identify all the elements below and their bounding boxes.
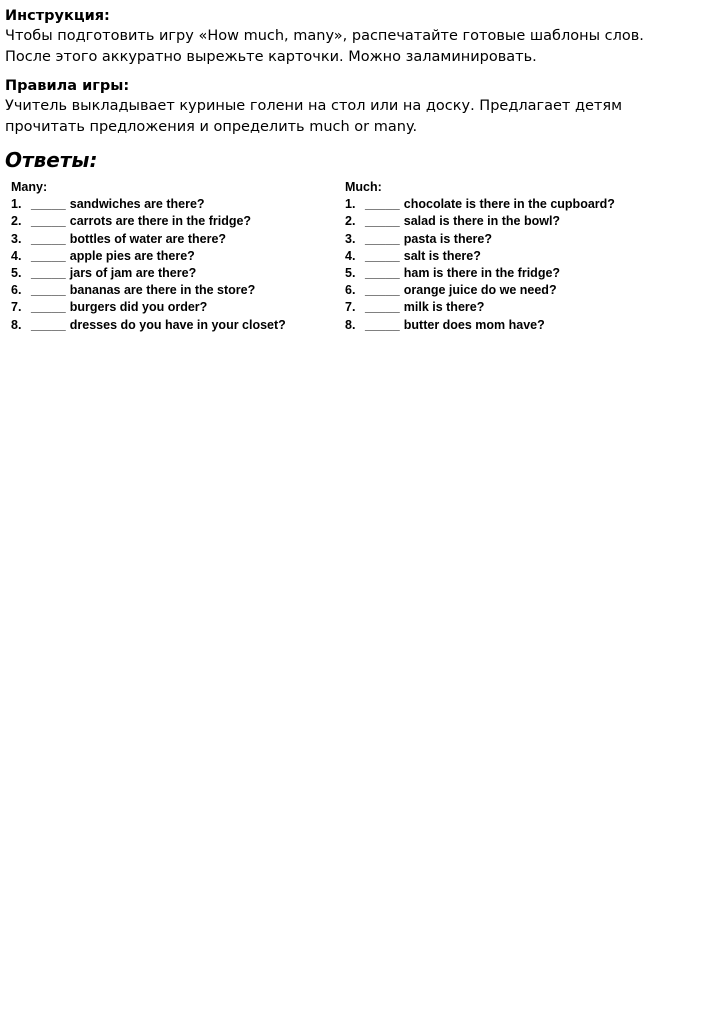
question-item bbox=[345, 213, 615, 230]
question-text: bottles of water are there? bbox=[69, 231, 227, 246]
many-heading: Many: bbox=[11, 180, 48, 194]
rules-title: Правила игры: bbox=[5, 78, 130, 94]
question-text: sandwiches are there? bbox=[69, 197, 205, 212]
rules-section bbox=[5, 77, 717, 138]
instructions-section bbox=[5, 7, 717, 68]
answer-blank: _____ bbox=[365, 248, 400, 263]
many-list bbox=[11, 196, 286, 334]
question-number: 5. bbox=[345, 266, 356, 281]
answer-blank: _____ bbox=[365, 266, 400, 281]
question-item bbox=[11, 299, 286, 316]
question-text: jars of jam are there? bbox=[69, 266, 197, 281]
answer-blank: _____ bbox=[365, 197, 400, 212]
question-number: 2. bbox=[345, 214, 356, 229]
much-list bbox=[345, 196, 615, 334]
instructions-title: Инструкция: bbox=[5, 8, 110, 24]
question-text: apple pies are there? bbox=[69, 248, 195, 263]
question-item bbox=[11, 231, 286, 248]
answer-blank: _____ bbox=[31, 317, 66, 332]
answer-blank: _____ bbox=[365, 283, 400, 298]
question-item bbox=[345, 196, 615, 213]
question-text: milk is there? bbox=[403, 300, 485, 315]
question-number: 3. bbox=[345, 231, 356, 246]
question-text: chocolate is there in the cupboard? bbox=[403, 197, 615, 212]
answers-columns bbox=[5, 179, 717, 339]
question-number: 7. bbox=[11, 300, 22, 315]
question-number: 4. bbox=[11, 248, 22, 263]
question-text: burgers did you order? bbox=[69, 300, 208, 315]
question-number: 6. bbox=[11, 283, 22, 298]
question-text: salt is there? bbox=[403, 248, 481, 263]
question-item bbox=[345, 265, 615, 282]
rules-line: прочитать предложения и определить much or many. bbox=[5, 119, 418, 135]
question-number: 1. bbox=[11, 197, 22, 212]
question-number: 3. bbox=[11, 231, 22, 246]
rules-line: Учитель выкладывает куриные голени на стол или на доску. Предлагает детям bbox=[5, 98, 623, 114]
answer-blank: _____ bbox=[31, 248, 66, 263]
rules-text bbox=[5, 96, 717, 138]
answer-blank: _____ bbox=[31, 214, 66, 229]
question-item bbox=[345, 317, 615, 334]
question-text: pasta is there? bbox=[403, 231, 492, 246]
answer-blank: _____ bbox=[365, 231, 400, 246]
question-number: 8. bbox=[11, 317, 22, 332]
question-item bbox=[345, 231, 615, 248]
question-item bbox=[11, 265, 286, 282]
question-text: bananas are there in the store? bbox=[69, 283, 256, 298]
question-number: 6. bbox=[345, 283, 356, 298]
document-page bbox=[5, 7, 717, 339]
answers-title: Ответы: bbox=[5, 148, 98, 172]
question-text: carrots are there in the fridge? bbox=[69, 214, 252, 229]
question-number: 7. bbox=[345, 300, 356, 315]
question-text: orange juice do we need? bbox=[403, 283, 557, 298]
question-text: salad is there in the bowl? bbox=[403, 214, 561, 229]
question-item bbox=[11, 282, 286, 299]
question-number: 8. bbox=[345, 317, 356, 332]
question-text: dresses do you have in your closet? bbox=[69, 317, 286, 332]
question-number: 1. bbox=[345, 197, 356, 212]
answer-blank: _____ bbox=[365, 214, 400, 229]
answer-blank: _____ bbox=[31, 283, 66, 298]
answer-blank: _____ bbox=[31, 197, 66, 212]
answer-blank: _____ bbox=[365, 317, 400, 332]
much-column bbox=[345, 179, 615, 334]
instructions-text bbox=[5, 26, 717, 68]
instructions-line: После этого аккуратно вырежьте карточки. Можно заламинировать. bbox=[5, 49, 537, 65]
question-item bbox=[345, 282, 615, 299]
question-item bbox=[11, 317, 286, 334]
question-item bbox=[11, 213, 286, 230]
question-number: 2. bbox=[11, 214, 22, 229]
question-item bbox=[11, 196, 286, 213]
answer-blank: _____ bbox=[31, 266, 66, 281]
answer-blank: _____ bbox=[365, 300, 400, 315]
question-text: ham is there in the fridge? bbox=[403, 266, 561, 281]
much-heading: Much: bbox=[345, 180, 382, 194]
question-item bbox=[11, 248, 286, 265]
question-item bbox=[345, 299, 615, 316]
question-item bbox=[345, 248, 615, 265]
answer-blank: _____ bbox=[31, 231, 66, 246]
question-number: 4. bbox=[345, 248, 356, 263]
question-text: butter does mom have? bbox=[403, 317, 545, 332]
many-column bbox=[11, 179, 286, 334]
question-number: 5. bbox=[11, 266, 22, 281]
instructions-line: Чтобы подготовить игру «How much, many», распечатайте готовые шаблоны слов. bbox=[5, 28, 644, 44]
answer-blank: _____ bbox=[31, 300, 66, 315]
